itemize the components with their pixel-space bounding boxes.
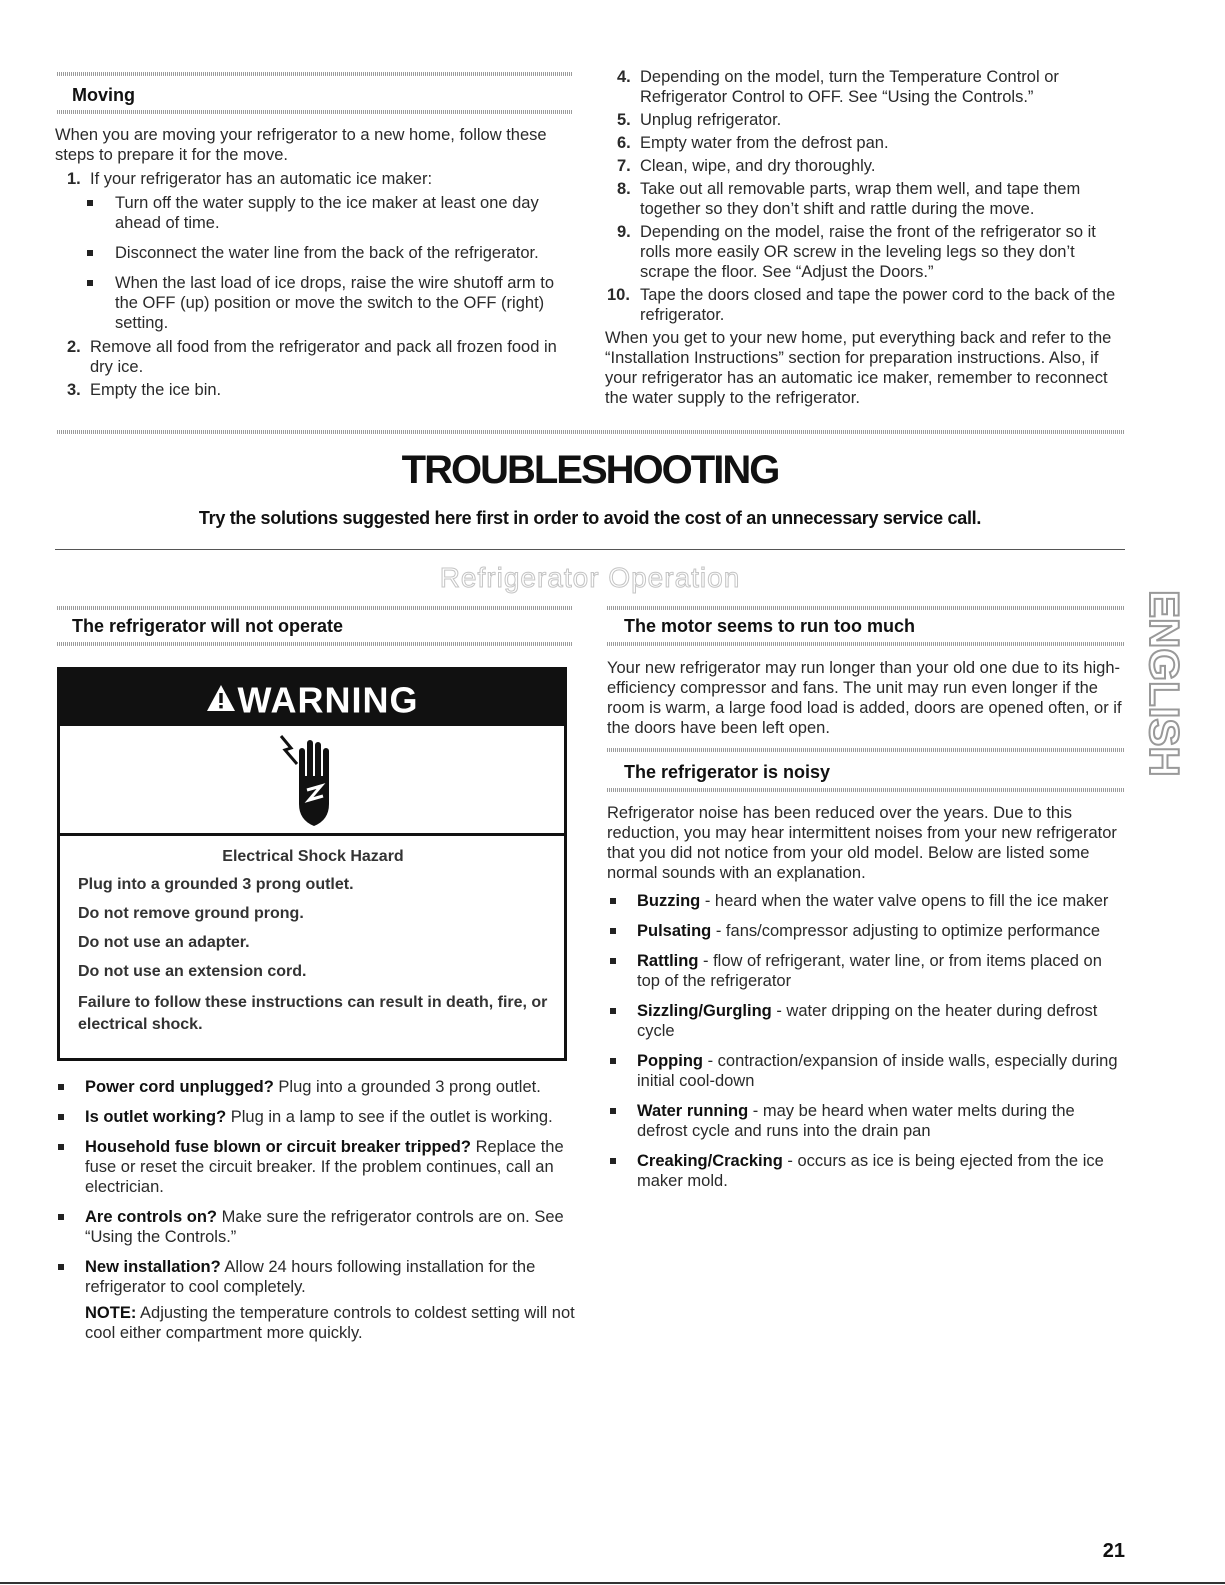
troubleshooting-subtitle: Try the solutions suggested here first in order to avoid the cost of an unnecessary service call. — [198, 508, 982, 528]
moving-column-right — [605, 67, 1125, 408]
warning-body — [60, 836, 564, 1036]
bullet-square-icon — [58, 1214, 64, 1220]
warning-line: Plug into a grounded 3 prong outlet. — [78, 876, 354, 893]
motor-bottom-rule — [607, 642, 1125, 646]
list-item: Creaking/Cracking - occurs as ice is being ejected from the ice maker mold. — [607, 1151, 1125, 1191]
warning-line: Failure to follow these instructions can result in death, fire, or electrical shock. — [78, 994, 548, 1033]
list-item: Household fuse blown or circuit breaker tripped? Replace the fuse or reset the circuit breaker. If the problem continues, call an electrician. — [55, 1137, 575, 1197]
icemaker-bullet: When the last load of ice drops, raise the wire shutoff arm to the OFF (up) position or move the switch to the OFF (right) setting. — [55, 273, 575, 333]
moving-step: 9. Depending on the model, raise the front of the refrigerator so it rolls more easily OR screw in the leveling legs so they don’t scrape the floor. See “Adjust the Doors.” — [617, 223, 1096, 281]
warning-banner — [60, 670, 564, 726]
moving-step: 5. Unplug refrigerator. — [617, 111, 782, 129]
motor-top-rule — [607, 606, 1125, 610]
moving-step: 7. Clean, wipe, and dry thoroughly. — [617, 157, 876, 175]
bullet-square-icon — [87, 250, 93, 256]
list-item: Sizzling/Gurgling - water dripping on the heater during defrost cycle — [607, 1001, 1125, 1041]
bullet-square-icon — [87, 200, 93, 206]
noisy-heading: The refrigerator is noisy — [624, 762, 831, 782]
moving-step: 6. Empty water from the defrost pan. — [617, 134, 889, 152]
noisy-content — [607, 803, 1125, 1201]
side-tab-english: ENGLISH — [1141, 590, 1188, 777]
bullet-square-icon — [58, 1264, 64, 1270]
warning-line: Do not use an adapter. — [78, 934, 250, 951]
warning-line: Do not remove ground prong. — [78, 905, 304, 922]
bullet-square-icon — [610, 928, 616, 934]
bullet-square-icon — [610, 958, 616, 964]
motor-heading: The motor seems to run too much — [624, 616, 916, 636]
warning-box — [57, 667, 567, 1061]
troubleshooting-title: TROUBLESHOOTING — [401, 448, 779, 492]
icemaker-bullet: Disconnect the water line from the back of the refrigerator. — [55, 243, 575, 263]
warning-triangle-icon — [206, 672, 236, 728]
note-label: NOTE: — [85, 1304, 137, 1322]
list-item: Water running - may be heard when water melts during the defrost cycle and runs into the drain pan — [607, 1101, 1125, 1141]
note-text: Adjusting the temperature controls to coldest setting will not cool either compartment more quickly. — [85, 1304, 575, 1342]
warning-hazard: Electrical Shock Hazard — [222, 848, 404, 865]
warning-line: Do not use an extension cord. — [78, 963, 307, 980]
bullet-square-icon — [610, 1058, 616, 1064]
not-operate-bottom-rule — [57, 642, 572, 646]
moving-step: 2. Remove all food from the refrigerator and pack all frozen food in dry ice. — [67, 338, 557, 376]
list-item: Popping - contraction/expansion of inside walls, especially during initial cool-down — [607, 1051, 1125, 1091]
not-operate-heading: The refrigerator will not operate — [72, 616, 344, 636]
bullet-square-icon — [58, 1144, 64, 1150]
warning-label: WARNING — [237, 679, 419, 721]
icemaker-bullet: Turn off the water supply to the ice maker at least one day ahead of time. — [55, 193, 575, 233]
bullet-square-icon — [610, 1108, 616, 1114]
list-item: Is outlet working? Plug in a lamp to see if the outlet is working. — [55, 1107, 575, 1127]
list-item: Are controls on? Make sure the refrigerator controls are on. See “Using the Controls.” — [55, 1207, 575, 1247]
motor-text: Your new refrigerator may run longer than your old one due to its high-efficiency compressor and fans. The unit may run even longer if the room is warm, a large food load is added, doors are opened often, or if the doors have been left open. — [607, 659, 1122, 737]
noisy-intro: Refrigerator noise has been reduced over the years. Due to this reduction, you may hear intermittent noises from your new refrigerator that you did not notice from your old model. Below are listed some normal sounds with an explanation. — [607, 804, 1117, 882]
moving-intro: When you are moving your refrigerator to a new home, follow these steps to prepare it for the move. — [55, 126, 547, 164]
list-item: Power cord unplugged? Plug into a grounded 3 prong outlet. — [55, 1077, 575, 1097]
bullet-square-icon — [610, 898, 616, 904]
not-operate-top-rule — [57, 606, 572, 610]
moving-step: 10. Tape the doors closed and tape the power cord to the back of the refrigerator. — [607, 286, 1116, 324]
moving-step: 4. Depending on the model, turn the Temperature Control or Refrigerator Control to OFF. See “Using the Controls.” — [617, 68, 1059, 106]
section-title-refrigerator-operation: Refrigerator Operation — [439, 562, 741, 593]
note — [55, 1303, 575, 1343]
bullet-square-icon — [87, 280, 93, 286]
moving-bottom-rule — [57, 110, 572, 114]
moving-column-left — [55, 125, 575, 403]
list-item: Rattling - flow of refrigerant, water line, or from items placed on top of the refrigerator — [607, 951, 1125, 991]
shock-hazard-icon-area — [60, 726, 564, 836]
subtitle-rule — [55, 549, 1125, 550]
bullet-square-icon — [610, 1008, 616, 1014]
bottom-edge-rule — [0, 1582, 1225, 1584]
bullet-square-icon — [58, 1114, 64, 1120]
bullet-square-icon — [58, 1084, 64, 1090]
electric-shock-hand-icon — [277, 816, 347, 833]
not-operate-list — [55, 1077, 575, 1343]
list-item: Pulsating - fans/compressor adjusting to optimize performance — [607, 921, 1125, 941]
noisy-top-rule — [607, 748, 1125, 752]
moving-closing: When you get to your new home, put everything back and refer to the “Installation Instructions” section for preparation instructions. Also, if your refrigerator has an automatic ice maker, remember to reconnect the water supply to the refrigerator. — [605, 329, 1112, 407]
moving-step: 1. If your refrigerator has an automatic ice maker: Turn off the water supply to the ice maker at least one day ahead of time. Disconnect the water line from the back of the refrigerator. When the last load of ice drops, raise the wire shutoff arm to the OFF (up) position or move the switch to the OFF (right) setting. — [55, 169, 575, 333]
list-item: Buzzing - heard when the water valve opens to fill the ice maker — [607, 891, 1125, 911]
moving-step: 3. Empty the ice bin. — [67, 381, 222, 399]
list-item: New installation? Allow 24 hours following installation for the refrigerator to cool completely. — [55, 1257, 575, 1297]
page-number: 21 — [1102, 1540, 1125, 1562]
noisy-bottom-rule — [607, 788, 1125, 792]
moving-heading: Moving — [72, 85, 135, 105]
section-divider-rule — [57, 430, 1125, 434]
moving-step: 8. Take out all removable parts, wrap them well, and tape them together so they don’t shift and rattle during the move. — [617, 180, 1081, 218]
moving-top-rule — [57, 72, 572, 76]
bullet-square-icon — [610, 1158, 616, 1164]
